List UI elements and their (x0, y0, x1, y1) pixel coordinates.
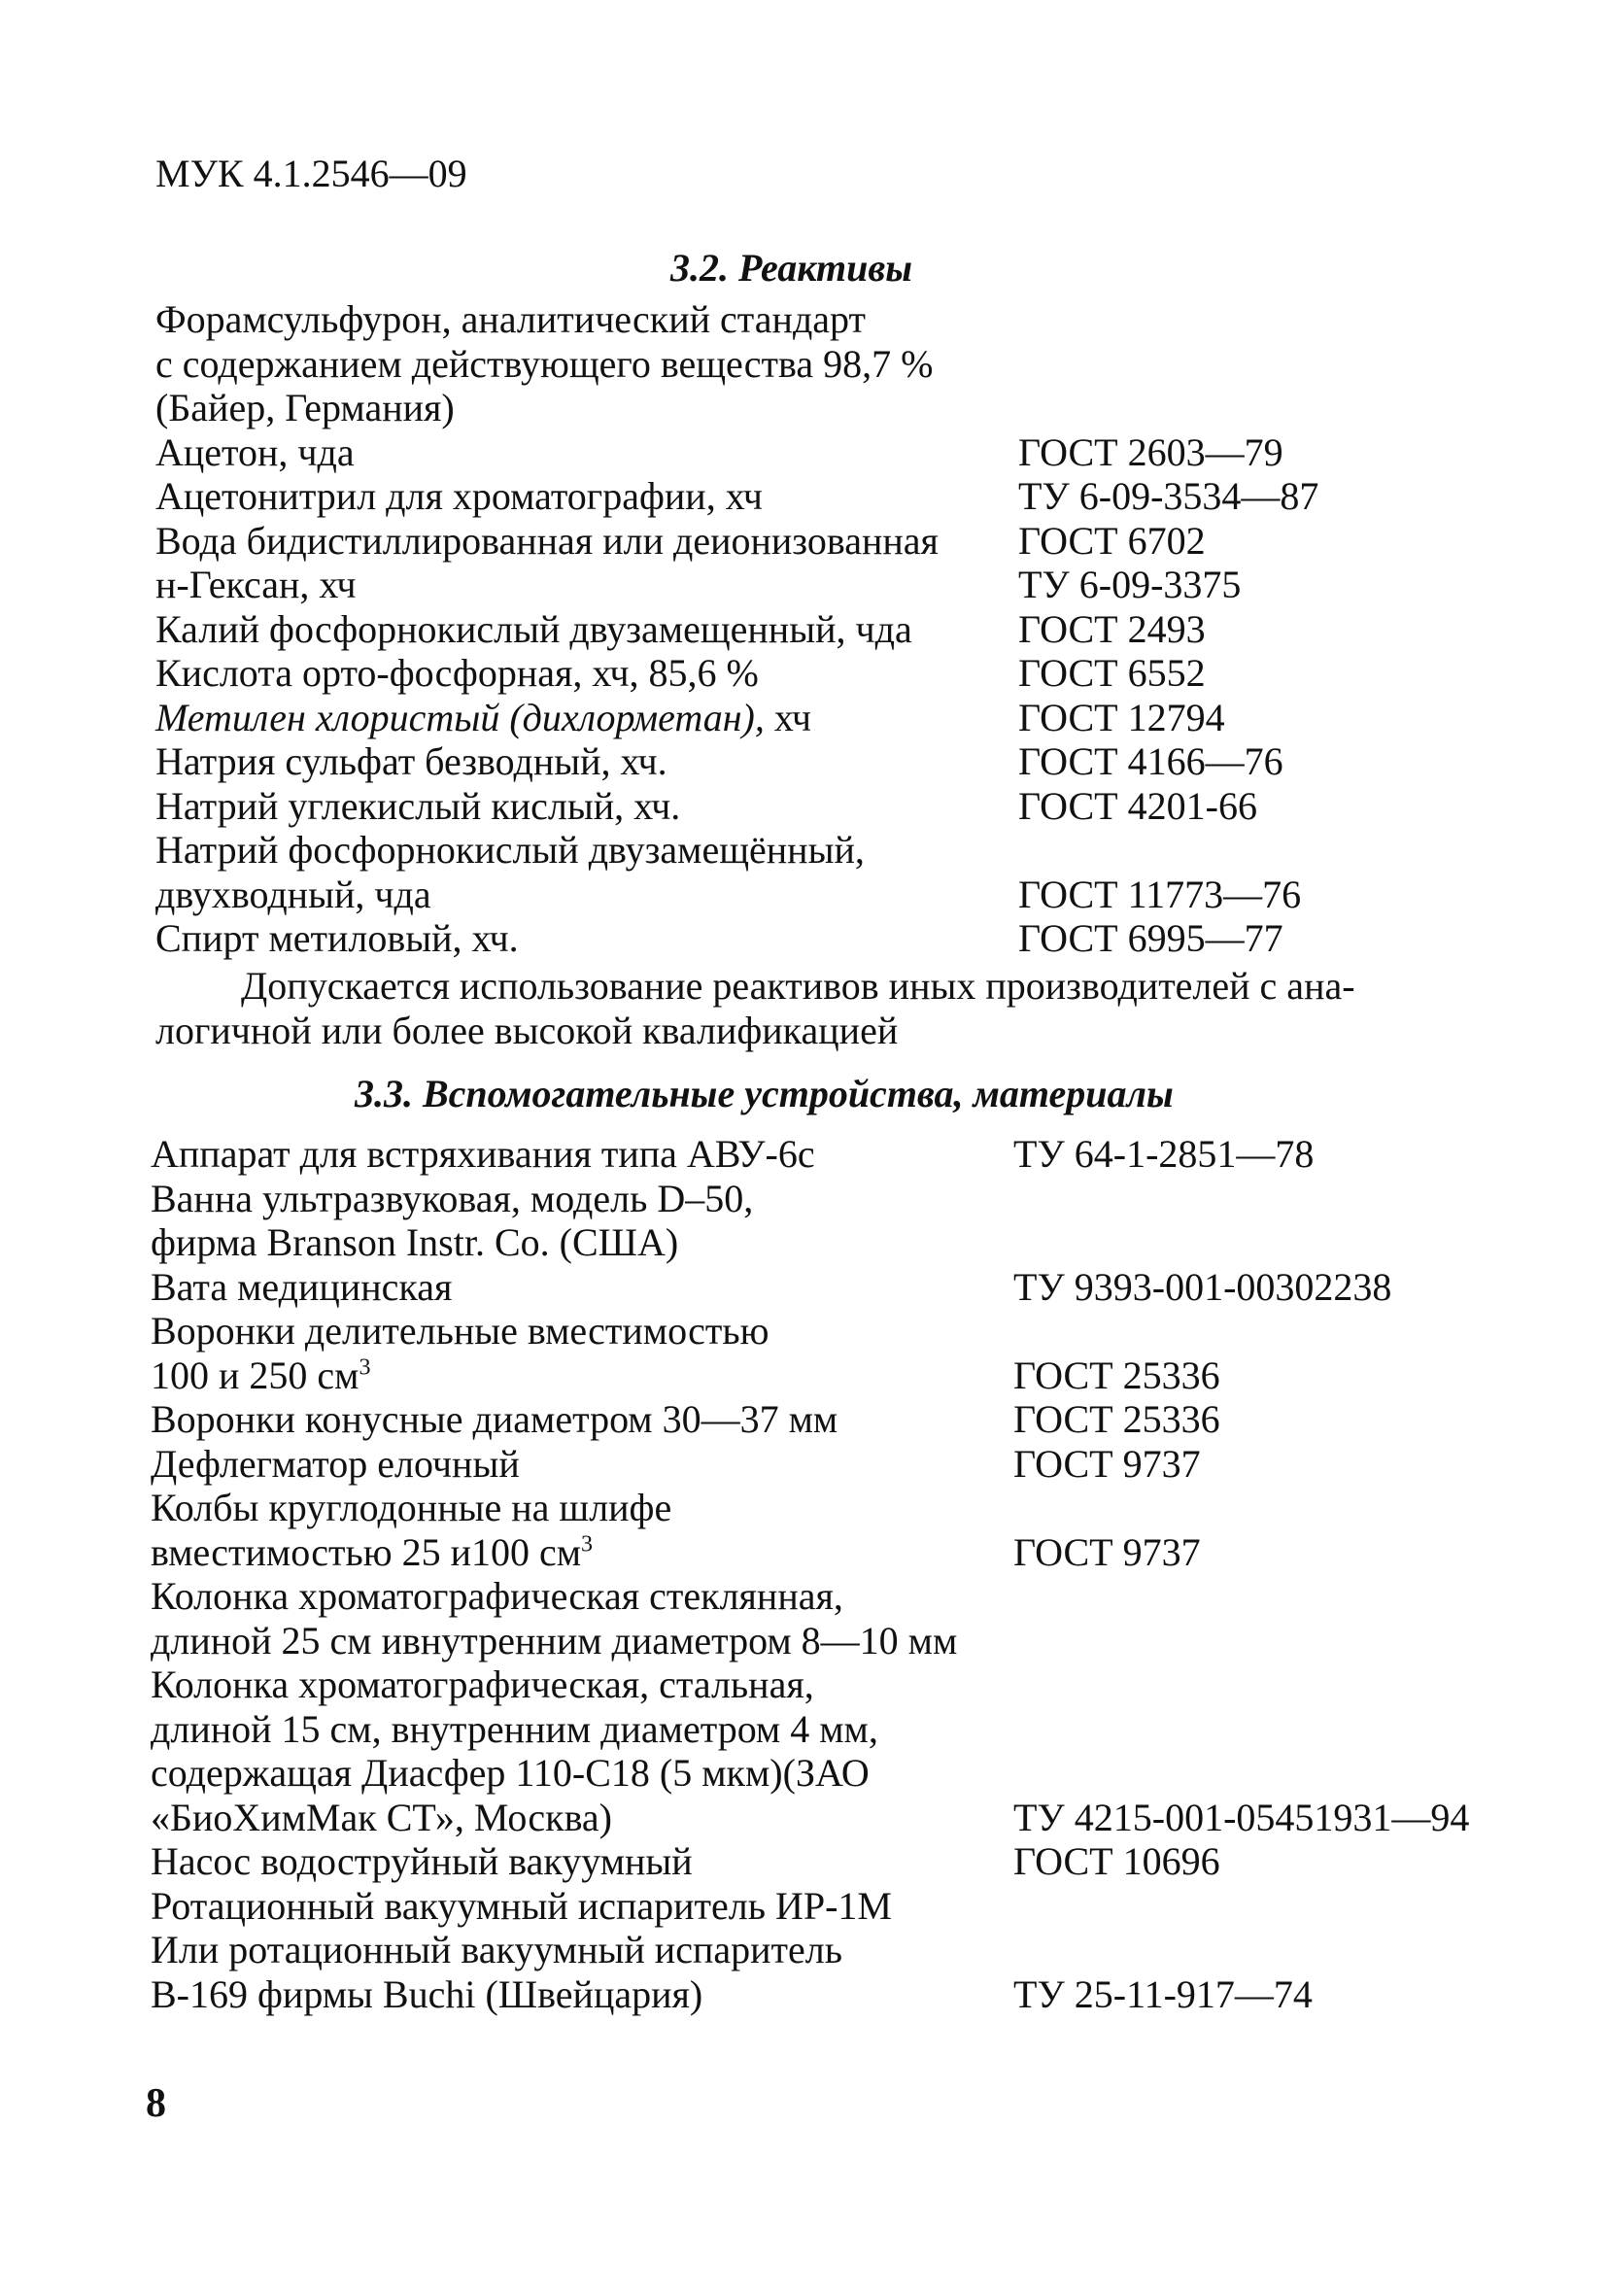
equipment-list (0, 1132, 1607, 2016)
list-item: Кислота орто-фосфорная, хч, 85,6 % ГОСТ 6552 (155, 651, 1206, 695)
page-number: 8 (146, 2081, 166, 2126)
list-item: Натрий углекислый кислый, хч. ГОСТ 4201-66 (155, 783, 1257, 828)
list-item: Ацетон, чда ГОСТ 2603—79 (155, 429, 1283, 474)
list-item: Колбы круглодонные на шлифе (151, 1486, 672, 1529)
list-item: Метилен хлористый (дихлорметан), хч ГОСТ 12794 (155, 695, 1225, 739)
list-item: Ванна ультразвуковая, модель D–50, (151, 1176, 754, 1220)
list-item: Спирт метиловый, хч. ГОСТ 6995—77 (155, 916, 1283, 960)
list-item: (Байер, Германия) (155, 386, 455, 429)
list-item: Калий фосфорнокислый двузамещенный, чда ГОСТ 2493 (155, 606, 1206, 651)
list-item: Воронки конусные диаметром 30—37 мм ГОСТ 25336 (151, 1397, 1220, 1441)
list-item: Воронки делительные вместимостью (151, 1309, 769, 1353)
reagents-list (0, 297, 1607, 961)
list-item: 100 и 250 $см^3$ ГОСТ 25336 (151, 1353, 1220, 1397)
note-line: Допускается использование реактивов иных производителей с ана- (241, 964, 1355, 1008)
list-item: Или ротационный вакуумный испаритель (151, 1928, 842, 1971)
list-item: Аппарат для встряхивания типа АВУ-6с ТУ 64-1-2851—78 (151, 1132, 1315, 1176)
note-line: логичной или более высокой квалификацией (155, 1009, 899, 1052)
list-item: содержащая Диасфер 110-С18 (5 мкм)(ЗАО (151, 1751, 870, 1795)
list-item: Ацетонитрил для хроматографии, хч ТУ 6-09-3534—87 (155, 474, 1319, 518)
list-item: фирма Branson Instr. Co. (США) (151, 1220, 679, 1264)
list-item: с содержанием действующего вещества 98,7 % (155, 341, 934, 386)
list-item: Дефлегматор елочный ГОСТ 9737 (151, 1441, 1201, 1486)
list-item: Вода бидистиллированная или деионизованная ГОСТ 6702 (155, 518, 1206, 563)
list-item: Натрий фосфорнокислый двузамещённый, (155, 828, 865, 872)
section-title-reagents: 3.2. Реактивы (670, 246, 912, 290)
document-code-header: МУК 4.1.2546—09 (155, 152, 467, 195)
list-item: В-169 фирмы Buchi (Швейцария) ТУ 25-11-917—74 (151, 1971, 1313, 2016)
list-item: Насос водоструйный вакуумный ГОСТ 10696 (151, 1839, 1220, 1883)
list-item: вместимостью 25 и100 $см^3$ ГОСТ 9737 (151, 1529, 1201, 1574)
list-item: н-Гексан, хч ТУ 6-09-3375 (155, 563, 1242, 606)
list-item: Натрия сульфат безводный, хч. ГОСТ 4166—76 (155, 739, 1283, 783)
list-item: длиной 25 см ивнутренним диаметром 8—10 мм (151, 1618, 958, 1662)
reagents-note-paragraph (155, 964, 1448, 1053)
list-item: «БиоХимМак СТ», Москва) ТУ 4215-001-05451931—94 (151, 1795, 1470, 1839)
section-title-equipment: 3.3. Вспомогательные устройства, материалы (355, 1072, 1174, 1115)
list-item: Ротационный вакуумный испаритель ИР-1М (151, 1883, 892, 1928)
list-item: Форамсульфурон, аналитический стандарт (155, 297, 866, 341)
list-item: двухводный, чда ГОСТ 11773—76 (155, 872, 1302, 916)
list-item: Колонка хроматографическая стеклянная, (151, 1574, 843, 1618)
list-item: Колонка хроматографическая, стальная, (151, 1662, 814, 1706)
list-item: длиной 15 см, внутренним диаметром 4 мм, (151, 1706, 878, 1751)
list-item: Вата медицинская ТУ 9393-001-00302238 (151, 1264, 1392, 1309)
